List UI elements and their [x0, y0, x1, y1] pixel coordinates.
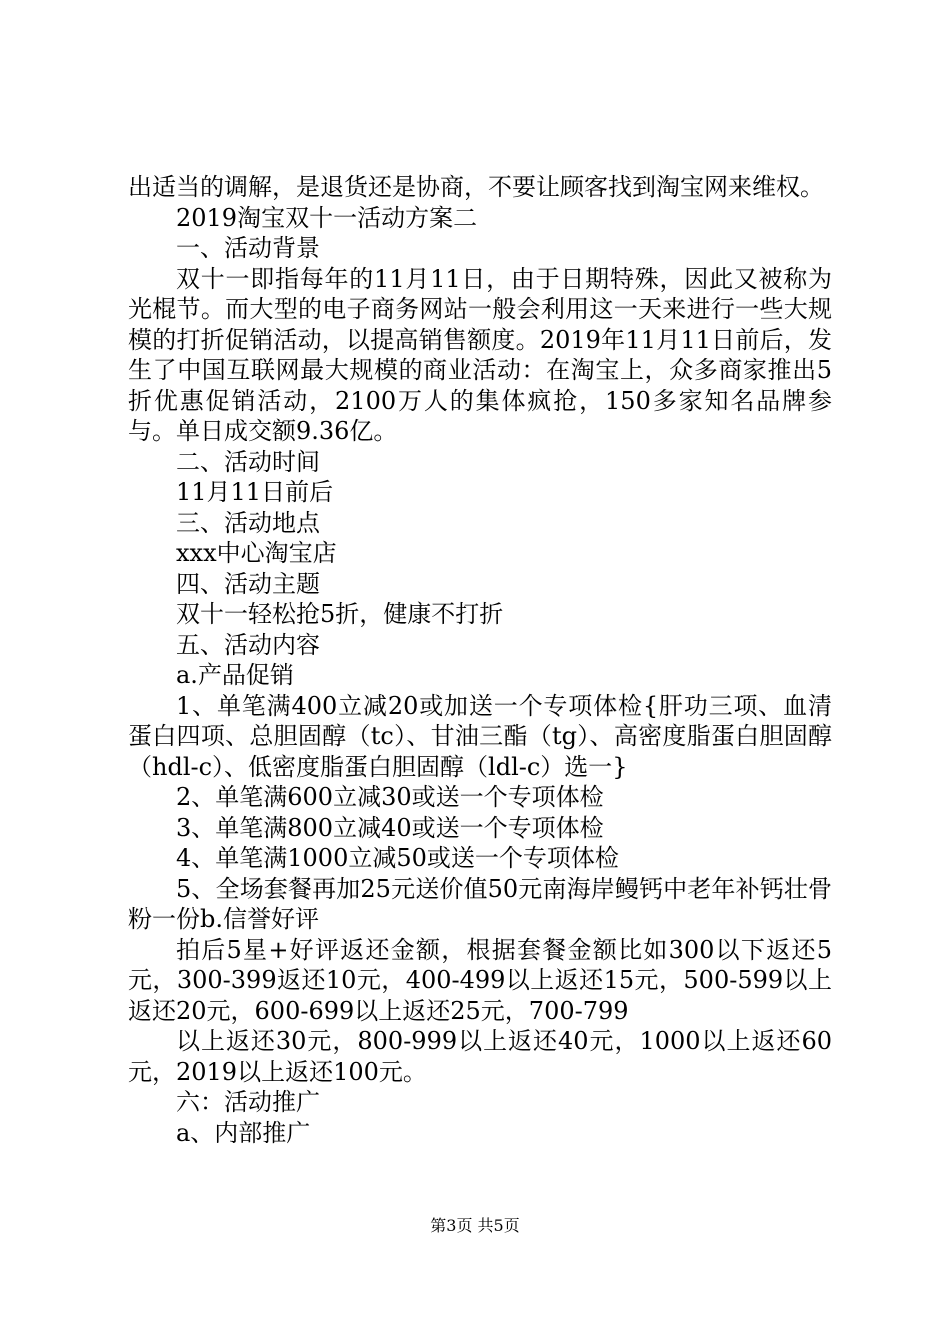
heading-location: 三、活动地点: [176, 508, 320, 537]
paragraph-location: xxx中心淘宝店: [176, 539, 337, 567]
paragraph-rebate: 拍后5星+好评返还金额，根据套餐金额比如300以下返还5元，300-399返还10元，400-499以上返还15元，500-599以上返还20元，600-699以上返还25元，700-799: [128, 935, 832, 1025]
document-body: [128, 172, 832, 1148]
heading-theme: 四、活动主题: [176, 569, 320, 598]
paragraph-rebate-continued: 以上返还30元，800-999以上返还40元，1000以上返还60元，2019以上返还100元。: [128, 1027, 832, 1086]
list-item: 5、全场套餐再加25元送价值50元南海岸鳗钙中老年补钙壮骨粉一份b.信誉好评: [128, 874, 832, 933]
subheading-internal: a、内部推广: [176, 1118, 311, 1147]
section-title: 2019淘宝双十一活动方案二: [176, 203, 478, 232]
heading-content: 五、活动内容: [176, 630, 320, 659]
list-item: 4、单笔满1000立减50或送一个专项体检: [176, 844, 619, 872]
heading-time: 二、活动时间: [176, 447, 320, 476]
paragraph-background: 双十一即指每年的11月11日，由于日期特殊，因此又被称为光棍节。而大型的电子商务网站一般会利用这一天来进行一些大规模的打折促销活动，以提高销售额度。2019年11月11日前后，发生了中国互联网最大规模的商业活动：在淘宝上，众多商家推出5折优惠促销活动，2100万人的集体疯抢，150多家知名品牌参与。单日成交额9.36亿。: [128, 264, 832, 445]
page-footer: 第3页 共5页: [430, 1216, 520, 1235]
paragraph-theme: 双十一轻松抢5折，健康不打折: [176, 600, 504, 628]
heading-background: 一、活动背景: [176, 234, 320, 262]
paragraph: 出适当的调解，是退货还是协商，不要让顾客找到淘宝网来维权。: [128, 173, 824, 201]
list-item: 3、单笔满800立减40或送一个专项体检: [176, 813, 604, 842]
heading-promotion: 六：活动推广: [176, 1088, 320, 1116]
list-item: 2、单笔满600立减30或送一个专项体检: [176, 783, 604, 811]
subheading-promotion: a.产品促销: [176, 661, 294, 689]
list-item: 1、单笔满400立减20或加送一个专项体检{肝功三项、血清蛋白四项、总胆固醇（tc）、甘油三酯（tg）、高密度脂蛋白胆固醇（hdl-c）、低密度脂蛋白胆固醇（ldl-c）选一}: [128, 691, 832, 781]
paragraph-time: 11月11日前后: [176, 478, 334, 506]
